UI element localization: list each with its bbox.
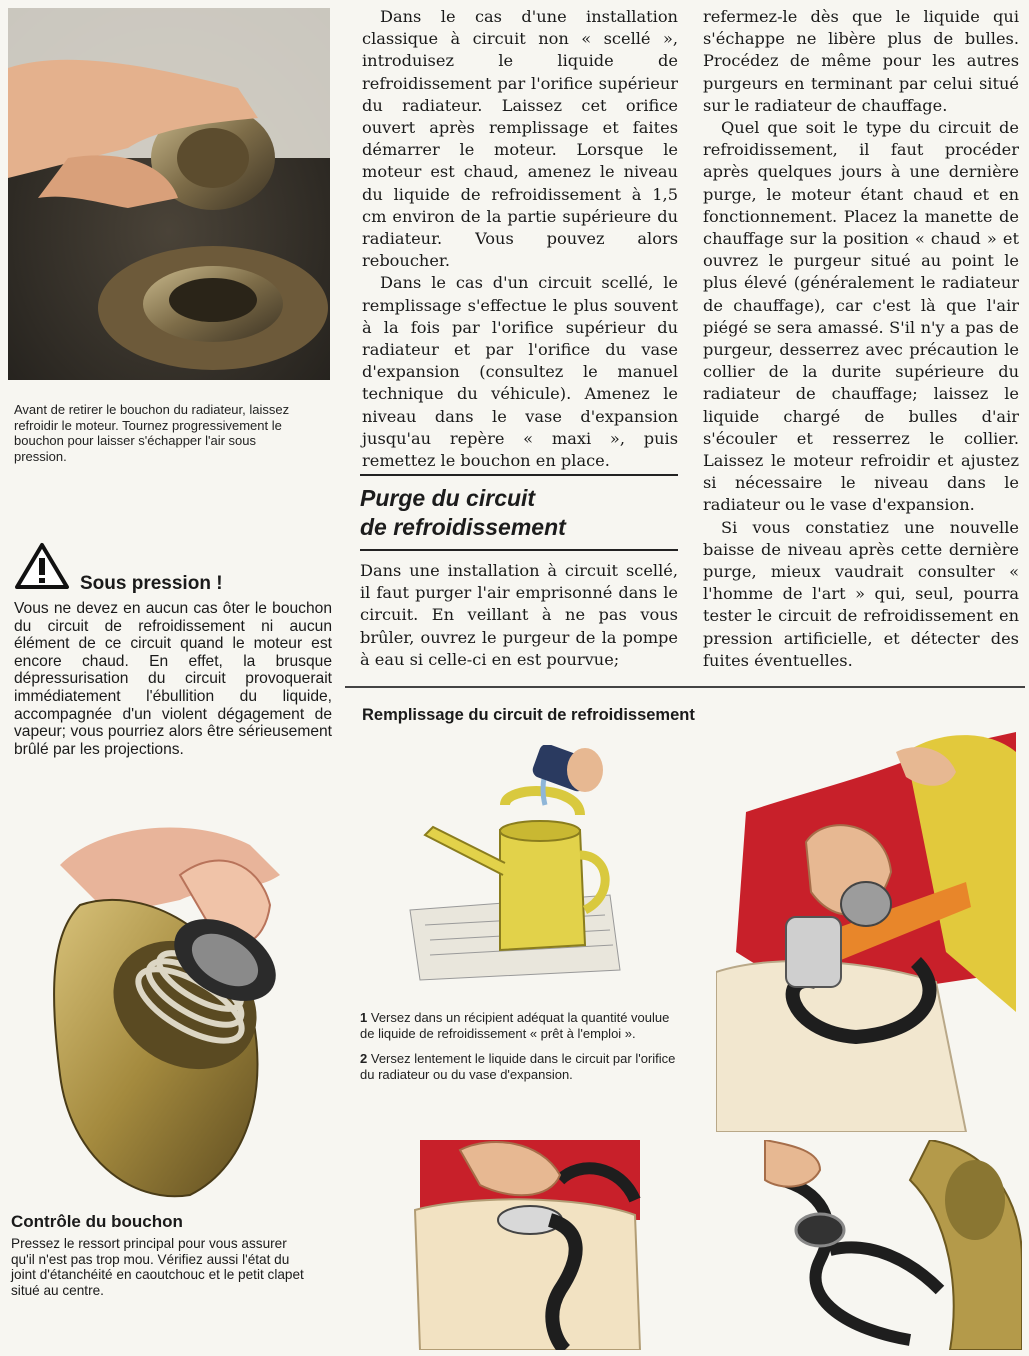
step1-caption (360, 1010, 680, 1041)
middle-column-text-lower (360, 560, 678, 671)
fill-steps (360, 1010, 680, 1092)
heading-rule-top (360, 474, 678, 476)
middle-paragraph-2: Dans le cas d'un circuit scellé, le remplissage s'effectue le plus souvent à la fois par l'orifice supérieur du radiateur et par l'orifice du vase d'expansion (consultez le manuel technique du véhicule). Amenez le niveau dans le vase d'expansion jusqu'au repère « maxi », puis remettez le bouchon en place. (362, 273, 678, 471)
middle-paragraph-3: Dans une installation à circuit scellé, il faut purger l'air emprisonné dans le circuit. En veillant à ne pas vous brûler, ouvrez le purgeur de la pompe à eau si celle-ci en est pourvue; (360, 561, 678, 669)
step1-text: Versez dans un récipient adéquat la quantité voulue de liquide de refroidissement « prêt à l'emploi ». (360, 1010, 670, 1041)
purge-heading-line2: de refroidissement (360, 514, 566, 540)
purge-heading (360, 484, 678, 542)
cap-control-text: Pressez le ressort principal pour vous assurer qu'il n'est pas trop mou. Vérifiez aussi l'état du joint d'étanchéité en caoutchouc et le petit clapet situé au centre. (11, 1236, 304, 1298)
step2-caption (360, 1051, 680, 1082)
purge-heading-line1: Purge du circuit (360, 485, 536, 511)
right-paragraph-1: refermez-le dès que le liquide qui s'échappe ne libère plus de bulles. Procédez de même pour les autres purgeurs en terminant par celui situé sur le radiateur de chauffage. (703, 7, 1019, 115)
fill-section-title: Remplissage du circuit de refroidissement (362, 706, 695, 724)
right-paragraph-2: Quel que soit le type du circuit de refroidissement, il faut procéder après quelques jours à une dernière purge, le moteur étant chaud et en fonctionnement. Placez la manette de chauffage sur la position « chaud » et ouvrez le purgeur situé au point le plus élevé (généralement le radiateur de chauffage), car c'est là que l'air piégé se sera amassé. S'il n'y a pas de purgeur, desserrez avec précaution le collier de la durite supérieure du radiateur de chauffage; laissez le liquide chargé de bulles d'air s'écouler et resserrez le collier. Laissez le moteur refroidir et ajustez si nécessaire le niveau dans le radiateur ou le vase d'expansion. (703, 118, 1019, 515)
step1-watering-can-illustration (405, 745, 625, 985)
middle-paragraph-1: Dans le cas d'une installation classique à circuit non « scellé », introduisez le liquide de refroidissement par l'orifice supérieur du radiateur. Laissez cet orifice ouvert après remplissage et faites démarrer le moteur. Lorsque le moteur est chaud, amenez le niveau du liquide de refroidissement à 1,5 cm environ de la partie supérieure du radiateur. Vous pouvez alors reboucher. (362, 7, 678, 271)
cap-inspection-illustration (20, 805, 335, 1210)
warning-icon (14, 542, 70, 590)
step2-text: Versez lentement le liquide dans le circuit par l'orifice du radiateur ou du vase d'expansion. (360, 1051, 676, 1082)
right-column-text (703, 6, 1019, 672)
cap-control-title: Contrôle du bouchon (11, 1212, 183, 1231)
right-paragraph-3: Si vous constatiez une nouvelle baisse de niveau après cette dernière purge, mieux vaudrait consulter « l'homme de l'art » qui, seul, pourra tester le circuit de refroidissement en pression artificielle, et détecter des fuites éventuelles. (703, 517, 1019, 670)
warning-title: Sous pression ! (80, 573, 223, 594)
step3-expansion-tank-illustration (410, 1140, 645, 1350)
step2-funnel-illustration (716, 732, 1018, 1132)
heading-rule-bottom (360, 549, 678, 551)
step4-bleed-screw-illustration (760, 1140, 1022, 1350)
section-divider (345, 686, 1025, 688)
photo-caption: Avant de retirer le bouchon du radiateur, laissez refroidir le moteur. Tournez progressivement le bouchon pour laisser s'échapper l'air sous pression. (14, 402, 290, 464)
step2-number: 2 (360, 1051, 368, 1066)
step1-number: 1 (360, 1010, 368, 1025)
middle-column-text (362, 6, 678, 472)
radiator-cap-photo-drawing (8, 8, 330, 380)
warning-text: Vous ne devez en aucun cas ôter le bouchon du circuit de refroidissement ni aucun élément de ce circuit quand le moteur est encore chaud. En effet, la brusque dépressurisation du circuit provoquerait immédiatement l'ébullition du liquide, accompagnée d'un violent dégagement de vapeur; vous pourriez alors être sérieusement brûlé par les projections. (14, 600, 332, 758)
radiator-cap-photo (8, 8, 330, 380)
